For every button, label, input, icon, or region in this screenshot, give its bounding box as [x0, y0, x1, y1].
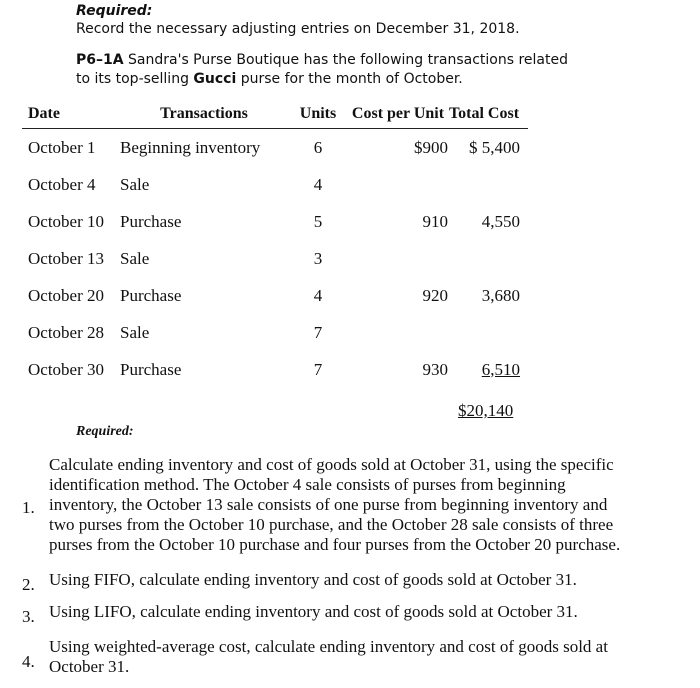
cell-date: October 1	[28, 137, 96, 157]
item-4-line: October 31.	[49, 657, 130, 676]
item-number: 2.	[22, 575, 35, 594]
problem-text-after: purse for the month of October.	[236, 71, 463, 87]
cell-units: 7	[313, 322, 323, 342]
cell-transaction: Sale	[120, 248, 150, 268]
cell-cost-per-unit: 920	[422, 285, 448, 305]
table-row	[22, 351, 528, 388]
table-row	[22, 240, 528, 277]
cell-transaction: Sale	[120, 322, 150, 342]
cell-date: October 13	[28, 248, 105, 268]
required-instruction: Record the necessary adjusting entries on December 31, 2018.	[76, 21, 520, 37]
cell-units: 4	[313, 174, 323, 194]
cell-units: 7	[313, 359, 323, 379]
cell-cost-per-unit	[348, 314, 448, 351]
cell-cost-per-unit	[348, 166, 448, 203]
required-heading-2: Required:	[76, 424, 134, 439]
cell-units: 4	[313, 285, 323, 305]
cell-units: 6	[313, 137, 323, 157]
cell-total-cost	[448, 240, 528, 277]
header-date: Date	[22, 100, 120, 129]
header-cost-per-unit: Cost per Unit	[348, 100, 448, 129]
required-heading: Required:	[76, 3, 153, 19]
cell-date: October 30	[28, 359, 105, 379]
cell-total-cost: 4,550	[481, 211, 520, 231]
item-number: 1.	[22, 498, 35, 517]
cell-transaction: Beginning inventory	[120, 137, 261, 157]
item-1-line: purses from the October 10 purchase and four purses from the October 20 purchase.	[49, 535, 621, 554]
cell-transaction: Purchase	[120, 359, 182, 379]
item-1-line: identification method. The October 4 sale consists of purses from beginning	[49, 475, 566, 494]
cell-total-cost	[448, 351, 528, 388]
cell-total-cost: $ 5,400	[469, 137, 520, 157]
problem-id: P6–1A	[76, 52, 124, 68]
cell-cost-per-unit: $900	[414, 137, 448, 157]
cell-transaction: Purchase	[120, 211, 182, 231]
table-row	[22, 277, 528, 314]
table-row	[22, 129, 528, 167]
cell-cost-per-unit: 910	[422, 211, 448, 231]
cell-date: October 10	[28, 211, 105, 231]
cell-units: 5	[313, 211, 323, 231]
cell-total-cost	[448, 166, 528, 203]
cell-transaction: Purchase	[120, 285, 182, 305]
cell-date: October 4	[28, 174, 96, 194]
table-header-row	[22, 100, 528, 129]
item-number: 3.	[22, 607, 35, 626]
problem-text-before: Sandra's Purse Boutique has the following transactions related to its top-selling	[76, 52, 568, 87]
cell-cost-per-unit: 930	[422, 359, 448, 379]
cell-date: October 28	[28, 322, 105, 342]
table-row	[22, 314, 528, 351]
cell-transaction: Sale	[120, 174, 150, 194]
problem-brand: Gucci	[193, 71, 237, 87]
item-1-line: inventory, the October 13 sale consists of one purse from beginning inventory and	[49, 495, 608, 514]
item-number: 4.	[22, 652, 35, 671]
cell-date: October 20	[28, 285, 105, 305]
item-3-line: Using LIFO, calculate ending inventory and cost of goods sold at October 31.	[49, 602, 578, 621]
header-units: Units	[288, 100, 348, 129]
table-row	[22, 166, 528, 203]
cell-total-cost	[448, 314, 528, 351]
table-row	[22, 203, 528, 240]
grand-total: $20,140	[458, 401, 514, 420]
item-2-line: Using FIFO, calculate ending inventory and cost of goods sold at October 31.	[49, 570, 577, 589]
cell-cost-per-unit	[348, 240, 448, 277]
cell-total-cost: 3,680	[481, 285, 520, 305]
item-1-line: Calculate ending inventory and cost of goods sold at October 31, using the specific	[49, 455, 614, 474]
cell-total-cost-underlined: 6,510	[481, 359, 520, 379]
header-transactions: Transactions	[120, 100, 288, 129]
header-total-cost: Total Cost	[448, 100, 528, 129]
transactions-table	[22, 100, 528, 388]
item-4-line: Using weighted-average cost, calculate ending inventory and cost of goods sold at	[49, 637, 608, 656]
item-1-line: two purses from the October 10 purchase, and the October 28 sale consists of three	[49, 515, 614, 534]
cell-units: 3	[313, 248, 323, 268]
problem-statement	[76, 51, 576, 89]
